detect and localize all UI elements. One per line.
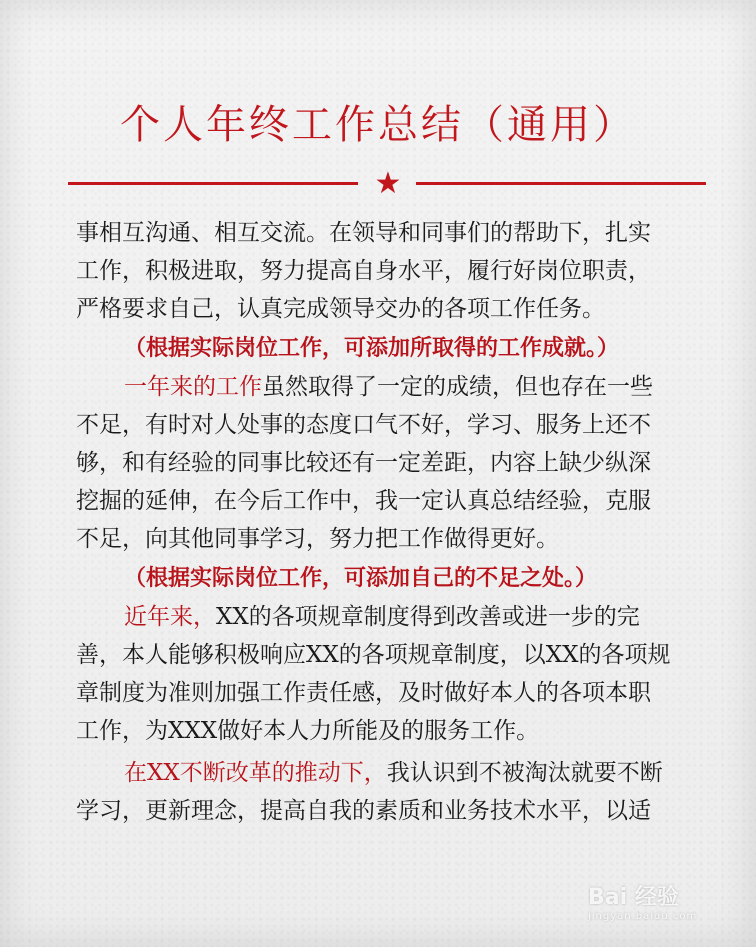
text-line: 工作，积极进取，努力提高自身水平，履行好岗位职责， xyxy=(76,258,651,284)
text-line: 够，和有经验的同事比较还有一定差距，内容上缺少纵深 xyxy=(76,450,651,476)
text-line: 工作，为XXX做好本人力所能及的服务工作。 xyxy=(76,718,540,744)
paragraph-1 xyxy=(76,214,704,328)
paragraph-3 xyxy=(76,598,704,750)
editor-note-achievements: （根据实际岗位工作，可添加所取得的工作成就。） xyxy=(124,335,620,361)
text-line: 事相互沟通、相互交流。在领导和同事们的帮助下，扎实 xyxy=(76,220,651,246)
text-line: 善，本人能够积极响应XX的各项规章制度，以XX的各项规 xyxy=(76,642,671,668)
text-line: 不足，向其他同事学习，努力把工作做得更好。 xyxy=(76,526,559,552)
text-line: 挖掘的延伸，在今后工作中，我一定认真总结经验，克服 xyxy=(76,488,651,514)
editor-note-shortcomings: （根据实际岗位工作，可添加自己的不足之处。） xyxy=(124,565,598,591)
text-line: 章制度为准则加强工作责任感，及时做好本人的各项本职 xyxy=(76,680,651,706)
title-rule-left xyxy=(68,182,358,185)
text-line xyxy=(76,368,704,406)
paragraph-4 xyxy=(76,754,704,830)
document-title: 个人年终工作总结（通用） xyxy=(120,102,636,148)
watermark-main: Bai 经验 xyxy=(588,885,679,910)
text-line: 严格要求自己，认真完成领导交办的各项工作任务。 xyxy=(76,296,605,322)
text-span: XX的各项规章制度得到改善或进一步的完 xyxy=(216,604,640,630)
title-rule-right xyxy=(416,182,706,185)
baidu-watermark xyxy=(588,880,697,922)
text-line: 不足，有时对人处事的态度口气不好，学习、服务上还不 xyxy=(76,412,651,438)
highlight-lead: 一年来的工作 xyxy=(124,374,262,400)
text-span: 我认识到不被淘汰就要不断 xyxy=(386,760,663,786)
document-body xyxy=(76,214,704,830)
red-star-icon: ★ xyxy=(374,166,402,201)
watermark-url: jingyan.baidu.com xyxy=(588,911,698,922)
text-line: 学习，更新理念，提高自我的素质和业务技术水平，以适 xyxy=(76,798,651,824)
highlight-lead: 近年来， xyxy=(124,604,216,630)
text-line xyxy=(76,754,704,792)
paragraph-2 xyxy=(76,368,704,558)
text-line xyxy=(76,598,704,636)
highlight-lead: 在XX不断改革的推动下， xyxy=(124,760,387,786)
text-span: 虽然取得了一定的成绩，但也存在一些 xyxy=(262,374,653,400)
